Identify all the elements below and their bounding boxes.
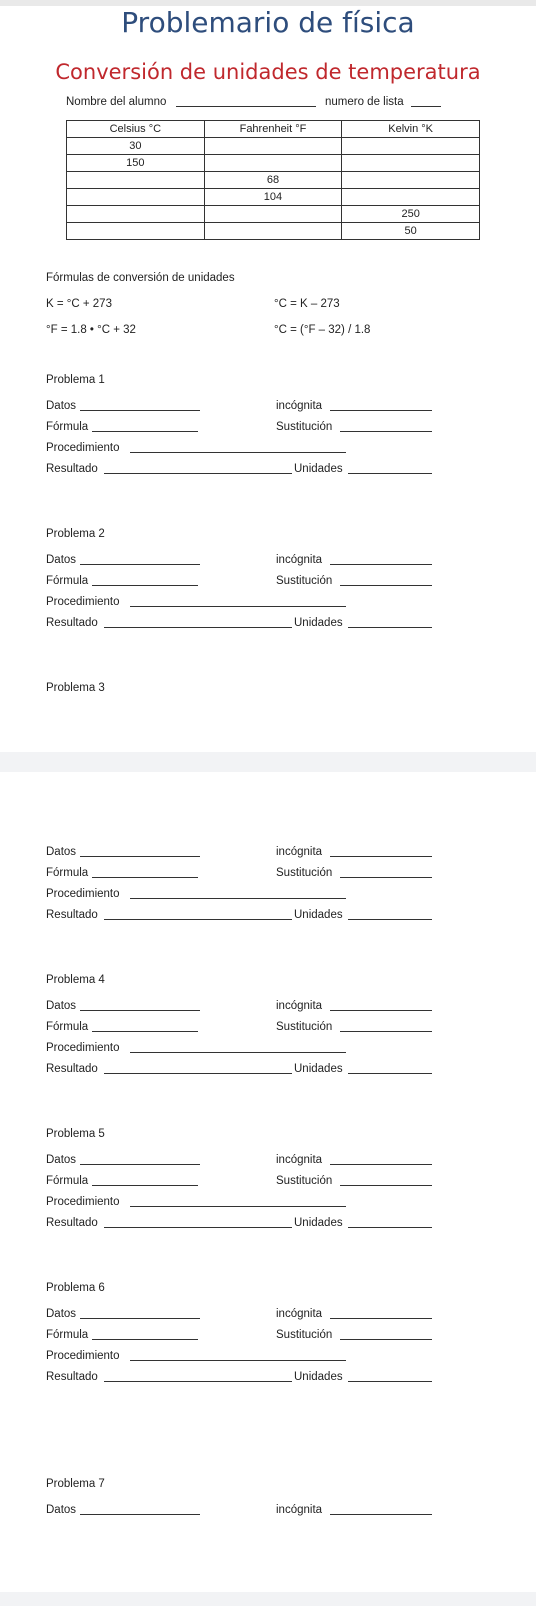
incognita-label: incógnita [276,1308,323,1320]
datos-label: Datos [46,1308,77,1320]
table-row [67,223,480,240]
problem-line [0,1154,536,1174]
datos-label: Datos [46,400,77,412]
problem-title: Problema 4 [46,974,105,986]
problem-line [0,1217,536,1237]
table-cell [204,155,342,172]
problem-title: Problema 7 [46,1478,105,1490]
problem-line [0,1063,536,1083]
resultado-label: Resultado [46,1371,98,1383]
header-fahrenheit: Fahrenheit °F [204,121,342,138]
formula-fahrenheit-from-celsius: °F = 1.8 • °C + 32 [46,324,136,336]
header-celsius: Celsius °C [67,121,205,138]
unidades-label: Unidades [294,463,343,475]
incognita-label: incógnita [276,1504,323,1516]
problem-line [0,1128,536,1148]
formula-label: Fórmula [46,421,89,433]
formula-label: Fórmula [46,867,89,879]
table-cell: 104 [204,189,342,206]
problem-line [0,846,536,866]
datos-label: Datos [46,846,77,858]
table-cell [204,223,342,240]
formula-row-1 [0,298,536,318]
incognita-label: incógnita [276,1154,323,1166]
problem-line [0,421,536,441]
incognita-label: incógnita [276,400,323,412]
list-number-label: numero de lista [325,96,404,108]
problem-title: Problema 1 [46,374,105,386]
problem-line [0,554,536,574]
datos-label: Datos [46,1504,77,1516]
procedimiento-label: Procedimiento [46,1196,120,1208]
table-cell: 68 [204,172,342,189]
problem-line [0,400,536,420]
sustitucion-label: Sustitución [276,867,333,879]
problem-line [0,1504,536,1524]
page-1 [0,0,536,752]
table-cell [204,138,342,155]
resultado-label: Resultado [46,909,98,921]
formula-label: Fórmula [46,1021,89,1033]
table-row [67,189,480,206]
table-cell [342,172,480,189]
formulas-heading-line [0,272,536,292]
table-cell [67,189,205,206]
sustitucion-label: Sustitución [276,421,333,433]
problem-line [0,1000,536,1020]
table-cell [204,206,342,223]
problem-line [0,1282,536,1302]
table-cell: 50 [342,223,480,240]
formula-celsius-from-kelvin: °C = K – 273 [274,298,340,310]
problem-line [0,1350,536,1370]
table-row [67,138,480,155]
sustitucion-label: Sustitución [276,575,333,587]
conversion-table [66,120,480,240]
formula-kelvin-from-celsius: K = °C + 273 [46,298,112,310]
problem-title: Problema 5 [46,1128,105,1140]
problem-line [0,442,536,462]
problem-line [0,1329,536,1349]
table-cell [67,223,205,240]
table-cell [67,206,205,223]
table-cell [342,138,480,155]
procedimiento-label: Procedimiento [46,596,120,608]
unidades-label: Unidades [294,1371,343,1383]
problem-line [0,528,536,548]
table-cell [342,189,480,206]
problem-title: Problema 6 [46,1282,105,1294]
problem-line [0,1308,536,1328]
page-2 [0,772,536,1592]
page-subtitle: Conversión de unidades de temperatura [55,60,481,84]
student-name-label: Nombre del alumno [66,96,167,108]
unidades-label: Unidades [294,909,343,921]
unidades-label: Unidades [294,1063,343,1075]
table-cell: 250 [342,206,480,223]
problem-line [0,1175,536,1195]
unidades-label: Unidades [294,1217,343,1229]
table-cell [67,172,205,189]
incognita-label: incógnita [276,1000,323,1012]
formula-label: Fórmula [46,1175,89,1187]
problem-title: Problema 3 [46,682,105,694]
unidades-label: Unidades [294,617,343,629]
table-row [67,155,480,172]
formula-label: Fórmula [46,575,89,587]
sustitucion-label: Sustitución [276,1175,333,1187]
resultado-label: Resultado [46,1063,98,1075]
formula-label: Fórmula [46,1329,89,1341]
problem-line [0,575,536,595]
table-header-row [67,121,480,138]
problem-line [0,1196,536,1216]
problem-line [0,909,536,929]
page-title: Problemario de física [121,6,415,39]
datos-label: Datos [46,1000,77,1012]
problem-line [0,974,536,994]
sustitucion-label: Sustitución [276,1329,333,1341]
table-cell [342,155,480,172]
incognita-label: incógnita [276,554,323,566]
procedimiento-label: Procedimiento [46,1042,120,1054]
problem-line [0,888,536,908]
problem-line [0,682,536,702]
procedimiento-label: Procedimiento [46,888,120,900]
formulas-heading: Fórmulas de conversión de unidades [46,272,235,284]
problem-line [0,374,536,394]
header-kelvin: Kelvin °K [342,121,480,138]
resultado-label: Resultado [46,1217,98,1229]
datos-label: Datos [46,1154,77,1166]
problem-line [0,1021,536,1041]
incognita-label: incógnita [276,846,323,858]
datos-label: Datos [46,554,77,566]
problem-line [0,617,536,637]
formula-celsius-from-fahrenheit: °C = (°F – 32) / 1.8 [274,324,371,336]
problem-line [0,1042,536,1062]
problem-line [0,1478,536,1498]
problem-line [0,867,536,887]
table-row [67,172,480,189]
problem-line [0,596,536,616]
resultado-label: Resultado [46,617,98,629]
problem-line [0,1371,536,1391]
student-info-line [0,96,536,116]
problem-title: Problema 2 [46,528,105,540]
sustitucion-label: Sustitución [276,1021,333,1033]
table-row [67,206,480,223]
resultado-label: Resultado [46,463,98,475]
procedimiento-label: Procedimiento [46,1350,120,1362]
procedimiento-label: Procedimiento [46,442,120,454]
formula-row-2 [0,324,536,344]
table-cell: 150 [67,155,205,172]
table-cell: 30 [67,138,205,155]
problem-line [0,463,536,483]
